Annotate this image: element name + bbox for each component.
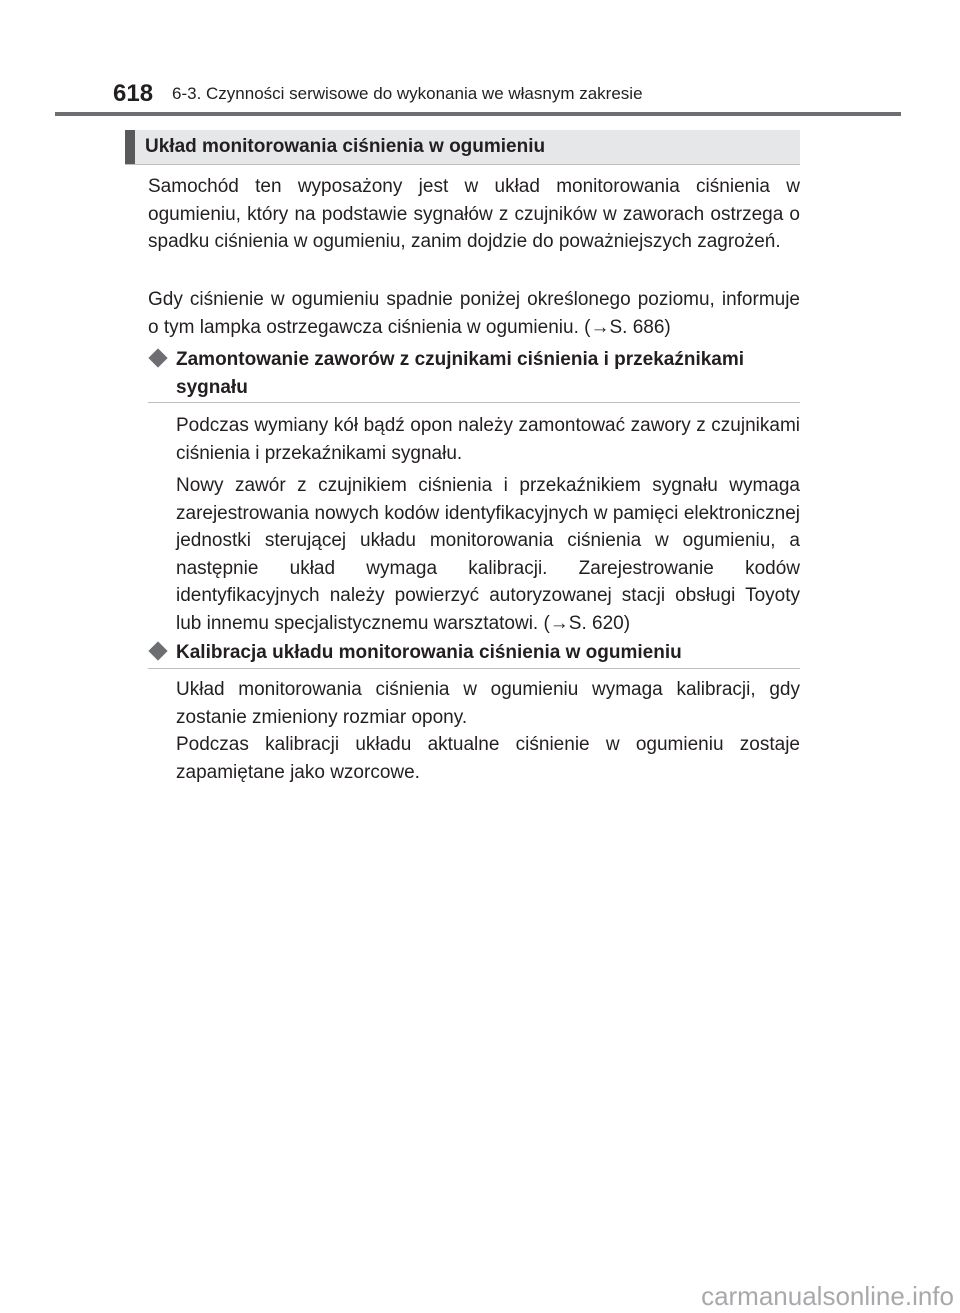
paragraph: Podczas wymiany kół bądź opon należy zamontować zawory z czujnikami ciśnienia i przekaźnikami sygnału. (176, 415, 800, 464)
subsection-title: Kalibracja układu monitorowania ciśnienia w ogumieniu (176, 642, 682, 663)
intro-paragraph: Samochód ten wyposażony jest w układ monitorowania ciśnienia w ogumieniu, który na podstawie sygnałów z czujników w zaworach ostrzega o spadku ciśnienia w ogumieniu, zanim dojdzie do poważniejszych zagrożeń. (148, 176, 800, 252)
paragraph: Układ monitorowania ciśnienia w ogumieniu wymaga kalibracji, gdy zostanie zmieniony rozmiar opony. (176, 679, 800, 728)
header-rule (55, 112, 901, 116)
section-title: Układ monitorowania ciśnienia w ogumieniu (145, 136, 546, 157)
page-number: 618 (113, 80, 154, 107)
subsection-heading (148, 346, 800, 401)
intro-paragraph: Gdy ciśnienie w ogumieniu spadnie poniżej określonego poziomu, informuje o tym lampka ostrzegawcza ciśnienia w ogumieniu. (→S. 686) (148, 289, 800, 338)
subsection-heading (148, 639, 800, 667)
paragraph: Nowy zawór z czujnikiem ciśnienia i przekaźnikiem sygnału wymaga zarejestrowania nowych kodów identyfikacyjnych w pamięci elektronicznej jednostki sterującej układu monitorowania ciśnienia w ogumieniu, a następnie układ wymaga kalibracji. Zarejestrowanie kodów identyfikacyjnych należy powierzyć autoryzowanej stacji obsługi Toyoty lub innemu specjalistycznemu warsztatowi. (→S. 620) (176, 475, 800, 634)
heading-bar (125, 130, 135, 164)
chapter-title: 6-3. Czynności serwisowe do wykonania we własnym zakresie (172, 84, 643, 103)
subsection-rule (148, 402, 800, 403)
paragraph: Podczas kalibracji układu aktualne ciśnienie w ogumieniu zostaje zapamiętane jako wzorcowe. (176, 734, 800, 783)
subsection-rule (148, 668, 800, 669)
section-heading (125, 130, 800, 165)
watermark: carmanualsonline.info (701, 1281, 954, 1311)
subsection-title: Zamontowanie zaworów z czujnikami ciśnienia i przekaźnikami sygnału (176, 349, 745, 398)
